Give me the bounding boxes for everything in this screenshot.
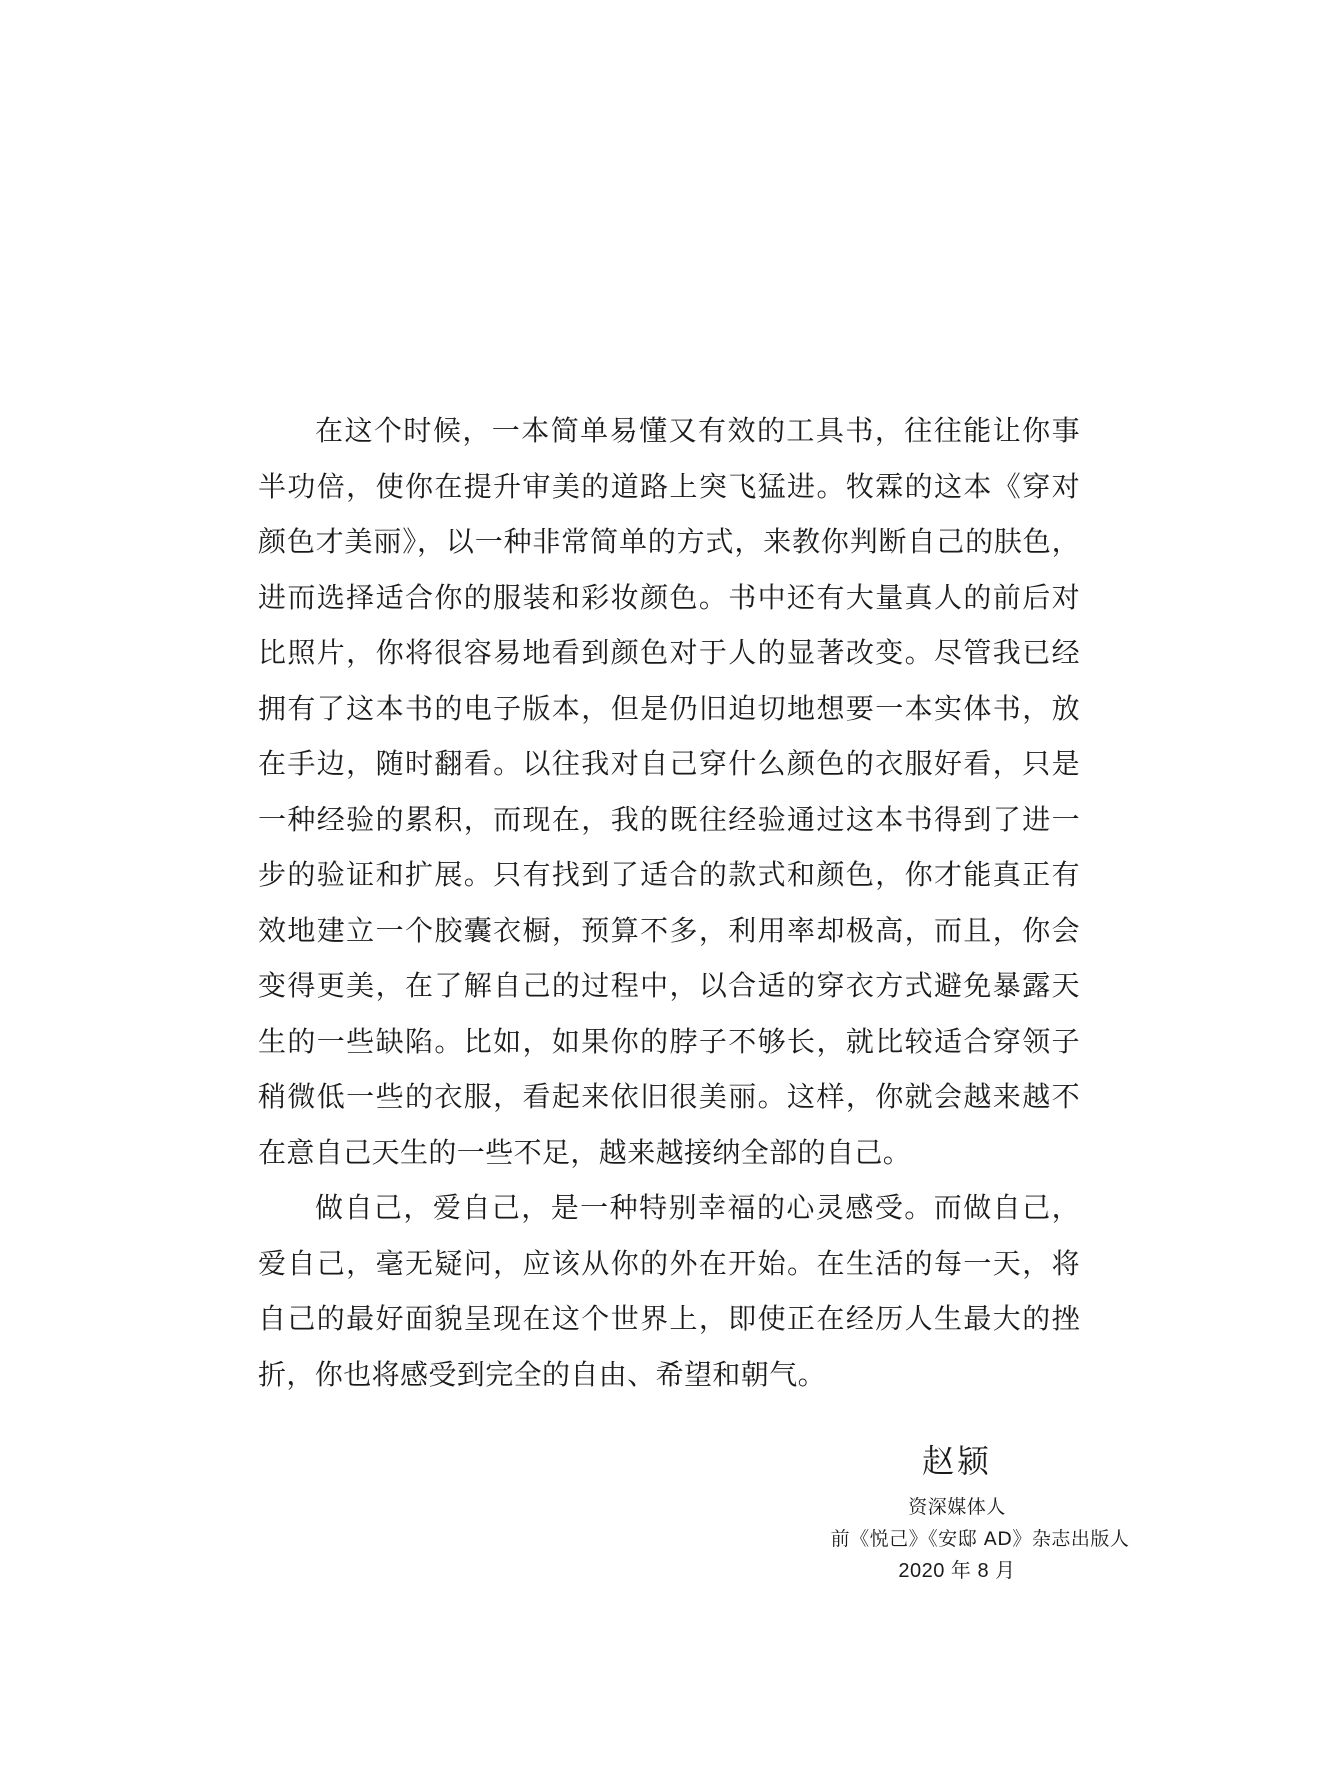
preface-body: [258, 403, 1080, 1402]
paragraph-2: 做自己，爱自己，是一种特别幸福的心灵感受。而做自己，爱自己，毫无疑问，应该从你的外在开始。在生活的每一天，将自己的最好面貌呈现在这个世界上，即使正在经历人生最大的挫折，你也将感受到完全的自由、希望和朝气。: [258, 1191, 1080, 1391]
signature-block: [760, 1437, 1200, 1587]
paragraph-1: 在这个时候，一本简单易懂又有效的工具书，往往能让你事半功倍，使你在提升审美的道路上突飞猛进。牧霖的这本《穿对颜色才美丽》，以一种非常简单的方式，来教你判断自己的肤色，进而选择适合你的服装和彩妆颜色。书中还有大量真人的前后对比照片，你将很容易地看到颜色对于人的显著改变。尽管我已经拥有了这本书的电子版本，但是仍旧迫切地想要一本实体书，放在手边，随时翻看。以往我对自己穿什么颜色的衣服好看，只是一种经验的累积，而现在，我的既往经验通过这本书得到了进一步的验证和扩展。只有找到了适合的款式和颜色，你才能真正有效地建立一个胶囊衣橱，预算不多，利用率却极高，而且，你会变得更美，在了解自己的过程中，以合适的穿衣方式避免暴露天生的一些缺陷。比如，如果你的脖子不够长，就比较适合穿领子稍微低一些的衣服，看起来依旧很美丽。这样，你就会越来越不在意自己天生的一些不足，越来越接纳全部的自己。: [258, 414, 1080, 1169]
author-name: 赵颍: [921, 1442, 992, 1480]
author-title: 前《悦己》《安邸 AD》杂志出版人: [830, 1528, 1130, 1550]
signature-date: 2020 年 8 月: [898, 1560, 1016, 1582]
author-role: 资深媒体人: [908, 1496, 1006, 1518]
